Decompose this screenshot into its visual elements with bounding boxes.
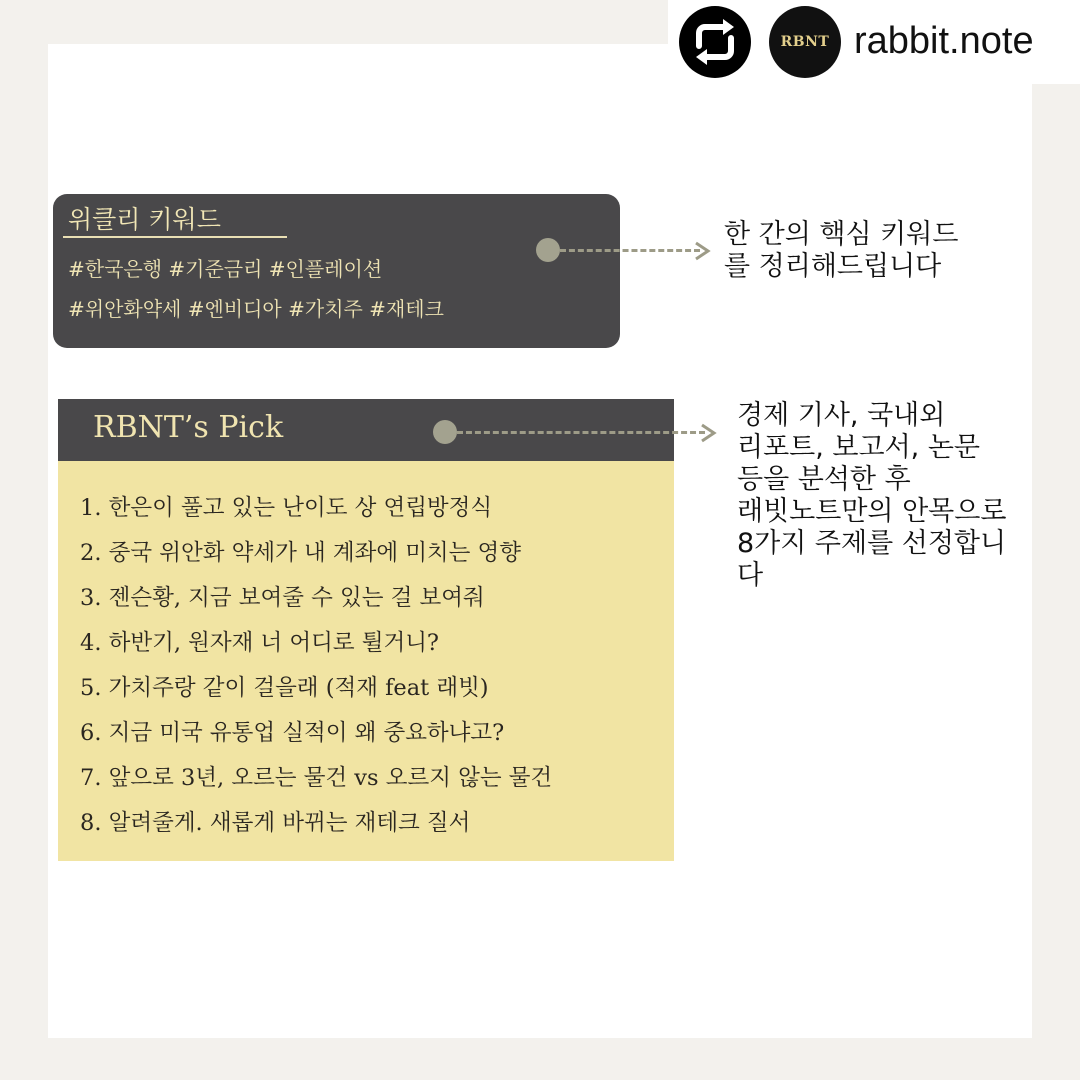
list-item: 1. 한은이 풀고 있는 난이도 상 연립방정식 (80, 495, 493, 521)
connector-dashed-line (457, 431, 705, 434)
pick-note-line: 8가지 주제를 선정합니 (737, 528, 1007, 559)
pick-note-line: 경제 기사, 국내외 (737, 400, 946, 431)
keyword-tags-line-2: #위안화약세 #엔비디아 #가치주 #재테크 (68, 297, 444, 321)
weekly-keyword-title: 위클리 키워드 (68, 205, 221, 234)
title-underline (63, 236, 287, 238)
pick-note-line: 래빗노트만의 안목으로 (737, 496, 1007, 527)
pick-title: RBNT’s Pick (93, 410, 284, 445)
list-item: 6. 지금 미국 유통업 실적이 왜 중요하냐고? (80, 720, 505, 746)
list-item: 2. 중국 위안화 약세가 내 계좌에 미치는 영향 (80, 540, 522, 566)
connector-dot (536, 238, 560, 262)
list-item: 8. 알려줄게. 새롭게 바뀌는 재테크 질서 (80, 810, 471, 836)
username-link[interactable]: rabbit.note (854, 20, 1034, 62)
arrow-right-icon (699, 422, 719, 444)
weekly-note (724, 219, 958, 283)
list-item: 3. 젠슨황, 지금 보여줄 수 있는 걸 보여줘 (80, 585, 485, 611)
weekly-note-line: 를 정리해드립니다 (724, 251, 942, 282)
connector-dot (433, 420, 457, 444)
list-item: 5. 가치주랑 같이 걸을래 (적재 feat 래빗) (80, 675, 489, 701)
pick-note-line: 리포트, 보고서, 논문 (737, 432, 980, 463)
pick-note (737, 400, 1006, 592)
arrow-right-icon (693, 240, 713, 262)
pick-note-line: 다 (737, 560, 764, 591)
weekly-note-line: 한 간의 핵심 키워드 (724, 219, 959, 250)
connector-dashed-line (560, 249, 700, 252)
list-item: 7. 앞으로 3년, 오르는 물건 vs 오르지 않는 물건 (80, 765, 553, 791)
avatar-text: RBNT (780, 34, 830, 50)
avatar[interactable] (769, 6, 841, 78)
keyword-tags-line-1: #한국은행 #기준금리 #인플레이션 (68, 257, 383, 281)
list-item: 4. 하반기, 원자재 너 어디로 튈거니? (80, 630, 439, 656)
pick-note-line: 등을 분석한 후 (737, 464, 911, 495)
repost-icon[interactable] (679, 6, 751, 78)
